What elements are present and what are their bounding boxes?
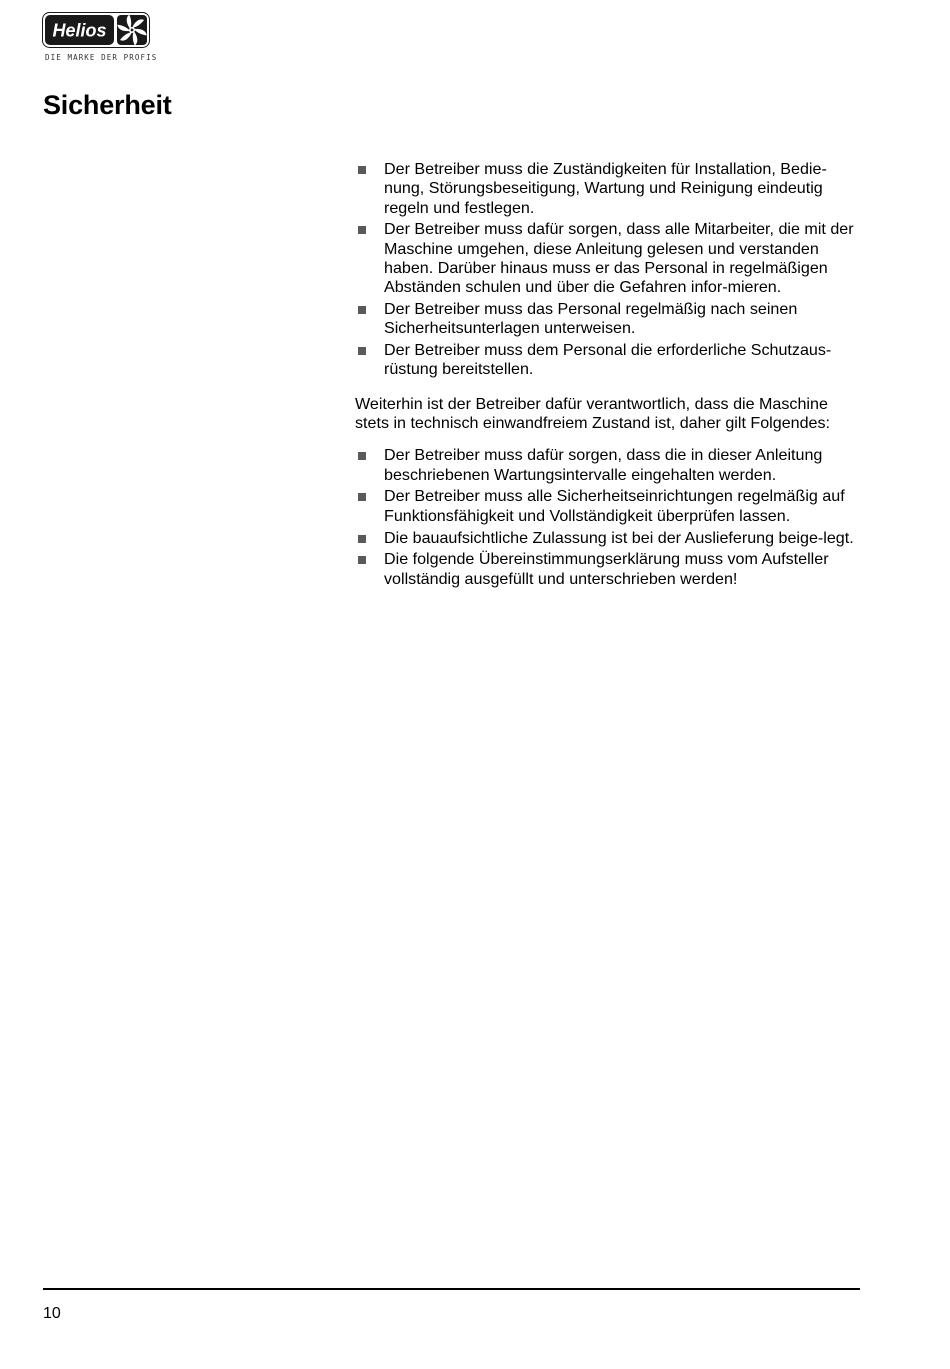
body-paragraph: Weiterhin ist der Betreiber dafür verantwortlich, dass die Maschine stets in technisch einwandfreiem Zustand ist, daher gilt Folgendes:	[355, 394, 831, 433]
list-item-text: Der Betreiber muss das Personal regelmäßig nach seinen Sicherheitsunterlagen unterweisen.	[384, 300, 798, 338]
bullet-square-icon	[358, 452, 366, 460]
bullet-square-icon	[358, 347, 366, 355]
fan-icon	[117, 14, 147, 45]
list-item-text: Die folgende Übereinstimmungserklärung muss vom Aufsteller vollständig ausgefüllt und unterschrieben werden!	[384, 550, 829, 588]
list-item	[355, 300, 865, 339]
list-item-text: Der Betreiber muss dem Personal die erforderliche Schutzaus-rüstung bereitstellen.	[384, 341, 832, 379]
footer-divider	[43, 1288, 860, 1290]
page-number: 10	[43, 1305, 61, 1322]
logo-tagline: DIE MARKE DER PROFIS	[45, 53, 158, 62]
logo-graphic	[42, 12, 150, 48]
list-item	[355, 550, 865, 589]
list-item	[355, 487, 865, 526]
bullet-square-icon	[358, 226, 366, 234]
list-item	[355, 529, 865, 548]
operator-responsibilities-list	[355, 160, 865, 380]
list-item	[355, 446, 865, 485]
bullet-square-icon	[358, 306, 366, 314]
bullet-square-icon	[358, 166, 366, 174]
logo-wordmark: Helios	[52, 20, 107, 41]
list-item	[355, 160, 865, 218]
list-item-text: Der Betreiber muss dafür sorgen, dass alle Mitarbeiter, die mit der Maschine umgehen, diese Anleitung gelesen und verstanden haben. Darüber hinaus muss er das Personal in regelmäßigen Abständen schulen und über die Gefahren infor-mieren.	[384, 220, 854, 297]
list-item	[355, 220, 865, 297]
list-item-text: Der Betreiber muss die Zuständigkeiten für Installation, Bedie-nung, Störungsbeseitigung, Wartung und Reinigung eindeutig regeln und festlegen.	[384, 160, 827, 217]
helios-logo	[42, 12, 158, 64]
list-item-text: Der Betreiber muss alle Sicherheitseinrichtungen regelmäßig auf Funktionsfähigkeit und Vollständigkeit überprüfen lassen.	[384, 487, 845, 525]
bullet-square-icon	[358, 493, 366, 501]
list-item-text: Die bauaufsichtliche Zulassung ist bei der Auslieferung beige-legt.	[384, 528, 854, 547]
bullet-square-icon	[358, 556, 366, 564]
bullet-square-icon	[358, 535, 366, 543]
list-item	[355, 341, 865, 380]
list-item-text: Der Betreiber muss dafür sorgen, dass die in dieser Anleitung beschriebenen Wartungsintervalle eingehalten werden.	[384, 446, 823, 484]
page-title: Sicherheit	[43, 90, 172, 120]
main-content	[355, 160, 865, 591]
maintenance-list	[355, 446, 865, 589]
